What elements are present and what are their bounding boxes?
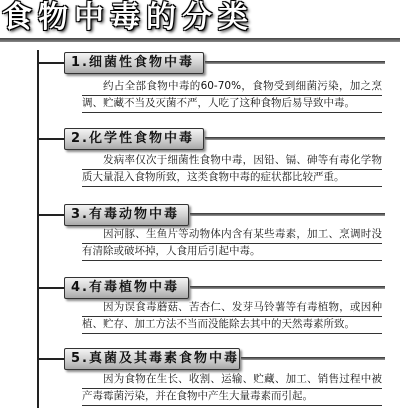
text-underline — [82, 169, 382, 170]
connector — [38, 287, 64, 289]
heading-rule — [205, 137, 385, 140]
section-body: 因为误食毒蘑菇、苦杏仁、发芽马铃薯等有毒植物，或因种植、贮存、加工方法不当而没能除去其中的天然毒素所致。 — [82, 301, 382, 330]
text-underline — [82, 333, 382, 334]
tree-spine — [37, 50, 39, 408]
text-underline — [82, 186, 382, 187]
section-body: 约占全部食物中毒的60-70%，食物受到细菌污染，加之烹调、贮藏不当及灭菌不严，人吃了这种食物后易导致中毒。 — [82, 80, 382, 109]
section-heading: 4.有毒植物中毒 — [64, 277, 189, 299]
connector — [38, 358, 64, 360]
connector — [38, 62, 64, 64]
section-heading: 1.细菌性食物中毒 — [64, 52, 204, 74]
section-body: 因河豚、生鱼片等动物体内含有某些毒素，加工、烹调时没有清除或破坏掉，人食用后引起中毒。 — [82, 228, 382, 257]
text-underline — [82, 95, 382, 96]
connector — [38, 214, 64, 216]
text-underline — [82, 112, 382, 113]
text-underline — [82, 405, 382, 406]
connector — [38, 138, 64, 140]
page-title: 食物中毒的分类 — [2, 0, 254, 35]
section-body: 因为食物在生长、收割、运输、贮藏、加工、销售过程中被产毒霉菌污染，并在食物中产生大量毒素而引起。 — [82, 373, 382, 402]
section-heading: 2.化学性食物中毒 — [64, 128, 204, 150]
title-divider — [0, 38, 400, 42]
text-underline — [82, 243, 382, 244]
text-underline — [82, 388, 382, 389]
heading-rule — [190, 286, 385, 289]
section-heading: 5.真菌及其毒素食物中毒 — [64, 348, 240, 370]
heading-rule — [190, 213, 385, 216]
heading-rule — [241, 357, 385, 360]
text-underline — [82, 260, 382, 261]
section-body: 发病率仅次于细菌性食物中毒，因铅、镉、砷等有毒化学物质大量混入食物所致，这类食物中毒的症状都比较严重。 — [82, 154, 382, 183]
heading-rule — [205, 61, 385, 64]
section-heading: 3.有毒动物中毒 — [64, 204, 189, 226]
text-underline — [82, 316, 382, 317]
